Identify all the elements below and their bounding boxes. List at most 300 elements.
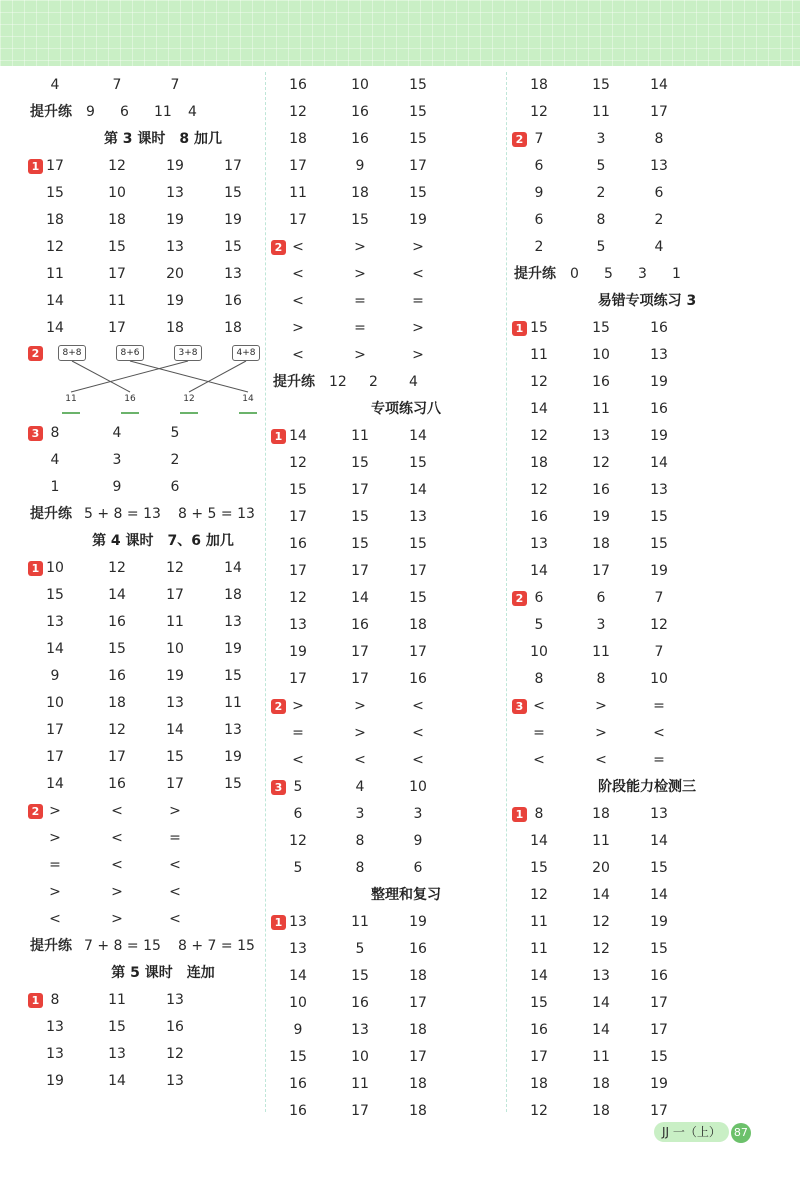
answer-row	[271, 666, 521, 693]
answer-row	[271, 747, 521, 774]
page-number: 87	[731, 1123, 751, 1143]
tisheng-value: 9	[86, 104, 95, 120]
answer-cell: 6	[534, 590, 544, 606]
answer-row	[271, 936, 521, 963]
answer-cell: 18	[224, 320, 242, 336]
answer-cell: 14	[46, 293, 64, 309]
tisheng-value: 2	[369, 374, 378, 390]
answer-cell: <	[412, 266, 424, 282]
answer-cell: 14	[46, 641, 64, 657]
answer-cell: 15	[166, 749, 184, 765]
answer-cell: 17	[46, 158, 64, 174]
answer-cell: =	[49, 857, 61, 873]
answer-cell: 17	[351, 482, 369, 498]
answer-cell: 17	[289, 212, 307, 228]
answer-cell: 11	[592, 1049, 610, 1065]
answer-cell: 19	[166, 668, 184, 684]
answer-cell: 17	[650, 1103, 668, 1119]
answer-cell: 15	[289, 1049, 307, 1065]
answer-cell: 6	[534, 212, 544, 228]
answer-cell: 19	[224, 212, 242, 228]
answer-cell: 15	[351, 968, 369, 984]
footer-badge	[654, 1122, 751, 1142]
answer-cell: 14	[166, 722, 184, 738]
answer-row	[28, 771, 278, 798]
section-heading: 整理和复习	[371, 887, 441, 903]
answer-row	[28, 288, 278, 315]
answer-row	[271, 288, 521, 315]
answer-cell: <	[533, 752, 545, 768]
answer-cell: =	[412, 293, 424, 309]
answer-cell: <	[292, 347, 304, 363]
answer-row	[512, 531, 762, 558]
answer-cell: >	[49, 803, 61, 819]
answer-cell: 18	[592, 536, 610, 552]
answer-cell: 19	[409, 212, 427, 228]
answer-cell: 19	[592, 509, 610, 525]
answer-cell: 14	[650, 833, 668, 849]
answer-cell: 12	[592, 455, 610, 471]
answer-cell: 18	[46, 212, 64, 228]
answer-row	[271, 1017, 521, 1044]
answer-cell: 14	[650, 455, 668, 471]
answer-row	[271, 828, 521, 855]
answer-cell: 17	[650, 104, 668, 120]
answer-cell: >	[354, 347, 366, 363]
answer-cell: 15	[409, 131, 427, 147]
answer-cell: >	[111, 911, 123, 927]
answer-cell: <	[354, 752, 366, 768]
answer-cell: 17	[409, 1049, 427, 1065]
answer-cell: 2	[654, 212, 664, 228]
answer-cell: 17	[530, 1049, 548, 1065]
answer-cell: 13	[650, 482, 668, 498]
answer-cell: 11	[166, 614, 184, 630]
answer-cell: >	[49, 830, 61, 846]
answer-row	[512, 990, 762, 1017]
answer-cell: 18	[592, 1103, 610, 1119]
tisheng-row	[28, 99, 278, 126]
answer-cell: 19	[224, 641, 242, 657]
answer-cell: 16	[108, 776, 126, 792]
answer-row	[28, 234, 278, 261]
tisheng-label: 提升练	[30, 938, 72, 954]
answer-cell: 20	[166, 266, 184, 282]
answer-row	[512, 558, 762, 585]
answer-cell: 5	[596, 239, 606, 255]
answer-row	[28, 420, 278, 447]
answer-cell: 18	[351, 185, 369, 201]
answer-cell: 12	[166, 560, 184, 576]
answer-cell: >	[354, 239, 366, 255]
answer-cell: =	[354, 293, 366, 309]
answer-row	[28, 153, 278, 180]
answer-cell: 16	[108, 668, 126, 684]
answer-cell: 13	[530, 536, 548, 552]
answer-cell: 15	[650, 860, 668, 876]
answer-cell: 17	[409, 158, 427, 174]
answer-cell: 19	[166, 212, 184, 228]
answer-cell: 12	[289, 455, 307, 471]
answer-cell: 15	[224, 668, 242, 684]
answer-cell: =	[653, 752, 665, 768]
answer-cell: 15	[409, 185, 427, 201]
answer-cell: 17	[592, 563, 610, 579]
expression-box: 4+8	[232, 345, 260, 361]
answer-cell: 18	[530, 455, 548, 471]
tisheng-equation: 5 + 8 = 13	[84, 506, 161, 522]
answer-cell: 18	[530, 77, 548, 93]
answer-cell: 12	[289, 590, 307, 606]
answer-cell: 19	[650, 914, 668, 930]
answer-cell: <	[292, 239, 304, 255]
answer-cell: 15	[351, 536, 369, 552]
answer-cell: 5	[293, 779, 303, 795]
answer-row	[28, 663, 278, 690]
matching-line	[189, 361, 246, 392]
answer-row	[28, 72, 278, 99]
answer-cell: 11	[592, 833, 610, 849]
answer-row	[28, 1014, 278, 1041]
tisheng-value: 0	[570, 266, 579, 282]
answer-row	[28, 744, 278, 771]
answer-row	[512, 1071, 762, 1098]
answer-cell: 16	[351, 617, 369, 633]
answer-cell: 13	[166, 239, 184, 255]
answer-cell: 14	[650, 77, 668, 93]
answer-cell: 10	[289, 995, 307, 1011]
answer-row	[28, 474, 278, 501]
answer-cell: 12	[530, 482, 548, 498]
answer-row	[28, 207, 278, 234]
answer-cell: 8	[50, 425, 60, 441]
expression-box: 3+8	[174, 345, 202, 361]
answer-cell: 19	[166, 293, 184, 309]
answer-row	[512, 801, 762, 828]
section-heading: 第 4 课时 7、6 加几	[92, 533, 234, 549]
answer-row	[512, 450, 762, 477]
answer-row	[28, 315, 278, 342]
question-number-badge: 3	[271, 780, 286, 795]
answer-row	[512, 693, 762, 720]
question-number-badge: 1	[271, 429, 286, 444]
tisheng-equation: 7 + 8 = 15	[84, 938, 161, 954]
answer-cell: <	[169, 911, 181, 927]
answer-cell: 17	[351, 644, 369, 660]
answer-cell: 17	[409, 995, 427, 1011]
answer-cell: 16	[289, 536, 307, 552]
answer-row	[271, 531, 521, 558]
answer-row	[512, 909, 762, 936]
answer-row	[271, 423, 521, 450]
question-number-badge: 2	[271, 240, 286, 255]
answer-cell: 6	[293, 806, 303, 822]
answer-cup: 14	[239, 392, 257, 414]
answer-cell: <	[111, 803, 123, 819]
answer-cell: 15	[351, 455, 369, 471]
answer-cell: 18	[289, 131, 307, 147]
answer-cell: 5	[170, 425, 180, 441]
answer-cell: 17	[650, 995, 668, 1011]
answer-cell: <	[653, 725, 665, 741]
answer-row	[28, 555, 278, 582]
answer-row	[271, 153, 521, 180]
answer-cell: =	[354, 320, 366, 336]
answer-cell: 19	[224, 749, 242, 765]
answer-row	[28, 1068, 278, 1095]
answer-cell: 16	[108, 614, 126, 630]
answer-cell: =	[292, 725, 304, 741]
answer-row	[28, 636, 278, 663]
answer-cell: 5	[534, 617, 544, 633]
answer-cell: 14	[46, 776, 64, 792]
answer-cell: 11	[108, 992, 126, 1008]
tisheng-label: 提升练	[514, 266, 556, 282]
section-heading: 专项练习八	[371, 401, 441, 417]
answer-row	[512, 126, 762, 153]
answer-cell: 14	[592, 995, 610, 1011]
answer-cell: <	[412, 698, 424, 714]
answer-cell: 15	[224, 776, 242, 792]
answer-cell: <	[595, 752, 607, 768]
question-number-badge: 2	[271, 699, 286, 714]
answer-cup: 12	[180, 392, 198, 414]
column-2	[271, 72, 521, 1125]
answer-cell: 2	[170, 452, 180, 468]
answer-cell: 9	[355, 158, 365, 174]
answer-row	[512, 369, 762, 396]
answer-row	[512, 747, 762, 774]
tisheng-row	[512, 261, 762, 288]
answer-cell: 17	[409, 563, 427, 579]
answer-row	[512, 423, 762, 450]
answer-cell: 17	[289, 671, 307, 687]
tisheng-label: 提升练	[273, 374, 315, 390]
answer-cell: 15	[530, 320, 548, 336]
answer-cell: 17	[166, 587, 184, 603]
question-number-badge: 2	[512, 591, 527, 606]
answer-cell: >	[354, 725, 366, 741]
tisheng-equation: 8 + 5 = 13	[178, 506, 255, 522]
answer-cell: 14	[289, 428, 307, 444]
answer-row	[512, 477, 762, 504]
answer-cell: >	[412, 239, 424, 255]
answer-row	[512, 504, 762, 531]
section-heading: 第 3 课时 8 加几	[103, 131, 223, 147]
answer-cell: 14	[46, 320, 64, 336]
answer-row	[271, 558, 521, 585]
answer-cell: 5	[355, 941, 365, 957]
answer-cell: 15	[46, 185, 64, 201]
answer-row	[271, 1098, 521, 1125]
answer-cell: 18	[409, 617, 427, 633]
tisheng-value: 4	[409, 374, 418, 390]
answer-cell: 18	[108, 695, 126, 711]
answer-cell: 12	[108, 722, 126, 738]
answer-row	[271, 585, 521, 612]
answer-cell: 2	[596, 185, 606, 201]
answer-cell: =	[533, 725, 545, 741]
answer-cell: 15	[351, 212, 369, 228]
answer-cell: 16	[592, 482, 610, 498]
answer-cell: 15	[224, 239, 242, 255]
answer-cell: 12	[530, 104, 548, 120]
answer-cell: 10	[46, 695, 64, 711]
expression-box: 8+6	[116, 345, 144, 361]
answer-cell: 10	[351, 77, 369, 93]
answer-cell: 4	[50, 452, 60, 468]
answer-row	[28, 879, 278, 906]
answer-cell: >	[169, 803, 181, 819]
tisheng-label: 提升练	[30, 506, 72, 522]
answer-cell: 5	[596, 158, 606, 174]
answer-cell: <	[111, 857, 123, 873]
answer-cell: 11	[108, 293, 126, 309]
answer-cell: 13	[289, 941, 307, 957]
question-number-badge: 3	[28, 426, 43, 441]
answer-cell: 11	[289, 185, 307, 201]
tisheng-row	[271, 369, 521, 396]
answer-cell: 11	[530, 347, 548, 363]
answer-cell: 16	[289, 1076, 307, 1092]
answer-row	[271, 693, 521, 720]
answer-cell: 11	[351, 1076, 369, 1092]
answer-cell: >	[412, 320, 424, 336]
question-number-badge: 3	[512, 699, 527, 714]
answer-cell: >	[111, 884, 123, 900]
answer-row	[512, 99, 762, 126]
answer-cell: 17	[351, 563, 369, 579]
answer-cell: 17	[351, 1103, 369, 1119]
question-number-badge: 2	[512, 132, 527, 147]
answer-cell: 1	[50, 479, 60, 495]
answer-row	[271, 126, 521, 153]
question-number-badge: 1	[28, 993, 43, 1008]
answer-cell: 18	[166, 320, 184, 336]
answer-cup: 16	[121, 392, 139, 414]
answer-row	[512, 963, 762, 990]
answer-cell: 17	[46, 749, 64, 765]
answer-row	[271, 909, 521, 936]
answer-cell: 9	[413, 833, 423, 849]
answer-cell: 15	[530, 995, 548, 1011]
answer-row	[512, 153, 762, 180]
answer-cell: 12	[530, 1103, 548, 1119]
answer-cell: 10	[108, 185, 126, 201]
answer-cell: 4	[355, 779, 365, 795]
answer-cell: 10	[46, 560, 64, 576]
answer-row	[28, 1041, 278, 1068]
answer-row	[512, 936, 762, 963]
answer-cell: 8	[50, 992, 60, 1008]
answer-cell: 18	[530, 1076, 548, 1092]
answer-row	[271, 477, 521, 504]
answer-cell: >	[412, 347, 424, 363]
answer-cell: <	[292, 752, 304, 768]
answer-cell: 9	[534, 185, 544, 201]
answer-cup: 11	[62, 392, 80, 414]
answer-cell: <	[292, 266, 304, 282]
answer-cell: 6	[534, 158, 544, 174]
answer-cell: 18	[592, 806, 610, 822]
answer-row	[271, 72, 521, 99]
answer-row	[28, 717, 278, 744]
tisheng-value: 4	[188, 104, 197, 120]
answer-cell: 17	[108, 266, 126, 282]
question-number-badge: 2	[28, 346, 43, 361]
answer-row	[271, 1044, 521, 1071]
answer-cell: 13	[108, 1046, 126, 1062]
answer-cell: 15	[530, 860, 548, 876]
tisheng-label: 提升练	[30, 104, 72, 120]
answer-cell: 15	[108, 1019, 126, 1035]
answer-cell: 17	[289, 563, 307, 579]
answer-row	[271, 504, 521, 531]
answer-row	[512, 828, 762, 855]
answer-cell: 19	[650, 1076, 668, 1092]
answer-cell: 18	[409, 1103, 427, 1119]
answer-cell: 15	[592, 77, 610, 93]
answer-cell: 13	[46, 1046, 64, 1062]
answer-cell: 14	[592, 887, 610, 903]
answer-row	[271, 315, 521, 342]
answer-cell: 15	[409, 104, 427, 120]
answer-cell: 14	[289, 968, 307, 984]
answer-cell: 19	[46, 1073, 64, 1089]
answer-cell: 19	[650, 563, 668, 579]
answer-cell: 16	[530, 509, 548, 525]
answer-cell: =	[653, 698, 665, 714]
answer-cell: 10	[166, 641, 184, 657]
answer-cell: 8	[534, 806, 544, 822]
answer-cell: 18	[592, 1076, 610, 1092]
answer-cell: 19	[650, 374, 668, 390]
answer-cell: 13	[224, 266, 242, 282]
answer-cell: 2	[534, 239, 544, 255]
answer-cell: <	[412, 752, 424, 768]
answer-cell: 15	[650, 941, 668, 957]
answer-row	[28, 180, 278, 207]
answer-cell: 15	[592, 320, 610, 336]
matching-line	[130, 361, 248, 392]
answer-cell: 15	[409, 455, 427, 471]
answer-row	[28, 852, 278, 879]
answer-cell: 16	[289, 77, 307, 93]
tisheng-value: 1	[672, 266, 681, 282]
section-heading: 第 5 课时 连加	[111, 965, 215, 981]
answer-cell: 17	[166, 776, 184, 792]
answer-cell: 18	[409, 968, 427, 984]
answer-row	[512, 612, 762, 639]
answer-cell: >	[49, 884, 61, 900]
answer-cell: 18	[224, 587, 242, 603]
answer-cell: 15	[108, 239, 126, 255]
answer-cell: 12	[108, 158, 126, 174]
answer-cell: 13	[46, 614, 64, 630]
answer-cell: 13	[224, 614, 242, 630]
answer-row	[28, 690, 278, 717]
answer-cell: 16	[650, 401, 668, 417]
answer-row	[28, 987, 278, 1014]
answer-cell: 13	[224, 722, 242, 738]
answer-cell: 7	[170, 77, 180, 93]
answer-cell: 14	[351, 590, 369, 606]
tisheng-value: 11	[154, 104, 172, 120]
answer-cell: 3	[112, 452, 122, 468]
answer-row	[271, 342, 521, 369]
answer-cell: 8	[654, 131, 664, 147]
answer-row	[271, 234, 521, 261]
